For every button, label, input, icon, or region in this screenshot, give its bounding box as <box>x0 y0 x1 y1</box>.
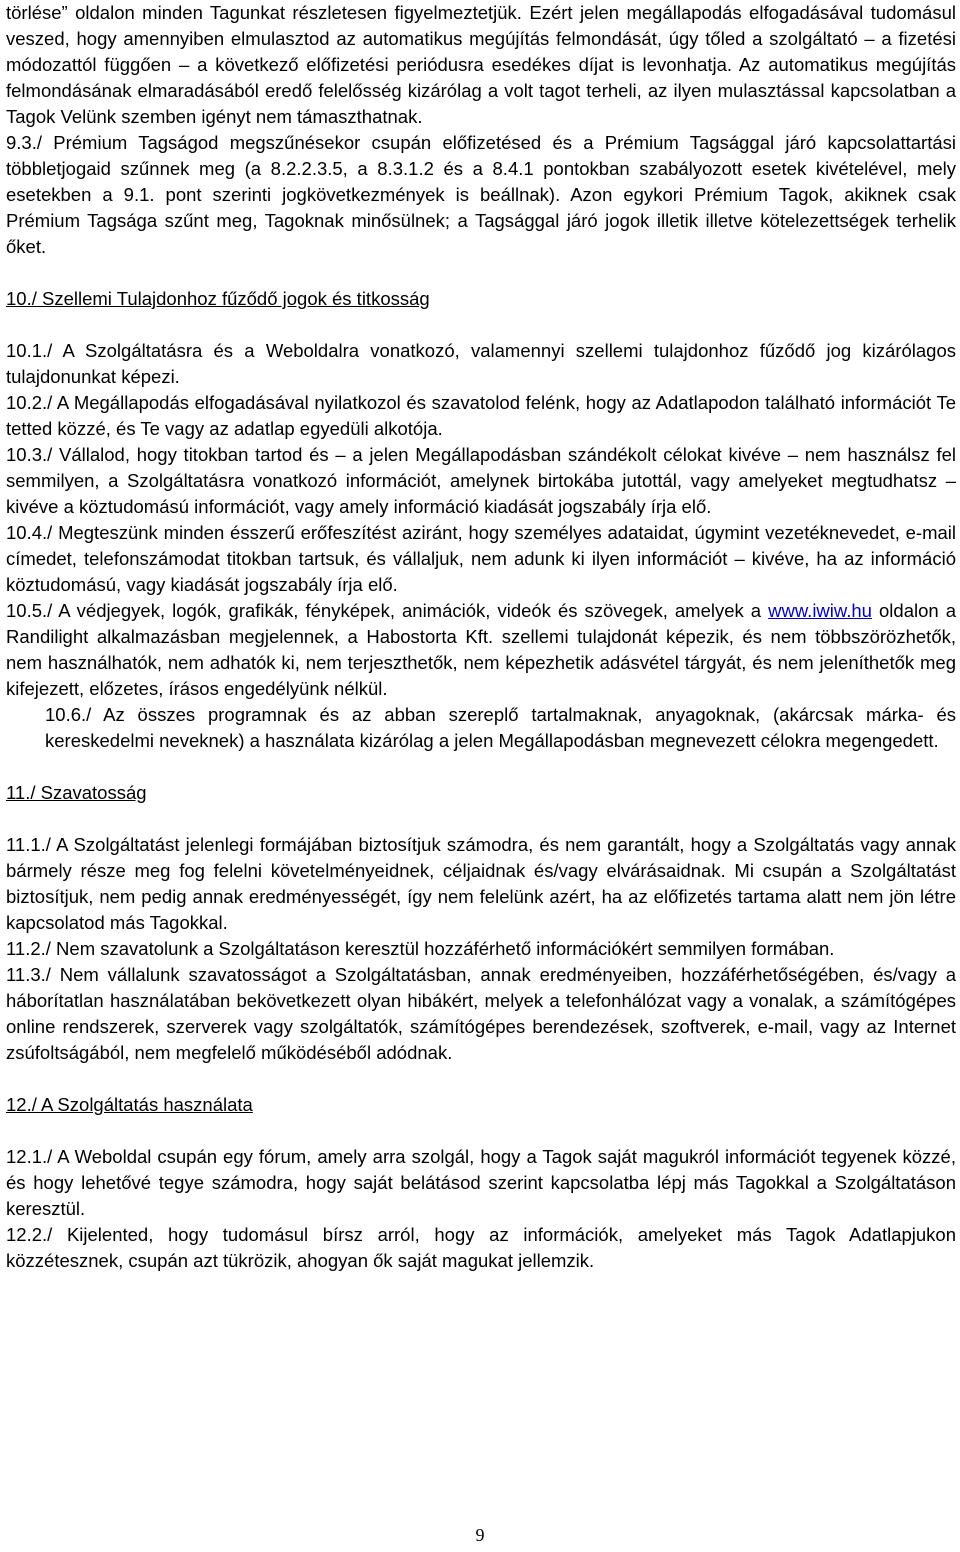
paragraph-10-3: 10.3./ Vállalod, hogy titokban tartod és – a jelen Megállapodásban szándékolt célokat kivéve – nem használsz fel semmilyen, a Szolgáltatásra vonatkozó információt, amelynek birtokába jutottál, vagy amelyeket megtudhatsz – kivéve a köztudomású információt, vagy amely információ kiadását jogszabály írja elő. <box>6 444 956 517</box>
paragraph-10-2: 10.2./ A Megállapodás elfogadásával nyilatkozol és szavatolod felénk, hogy az Adatlapodon található információt Te tetted közzé, és Te vagy az adatlap egyedüli alkotója. <box>6 392 956 439</box>
paragraph-12-2: 12.2./ Kijelented, hogy tudomásul bírsz arról, hogy az információk, amelyeket más Tagok Adatlapjukon közzétesznek, csupán azt tükrözik, ahogyan ők saját magukat jellemzik. <box>6 1224 956 1271</box>
spacer <box>6 1118 956 1144</box>
paragraph-11-3: 11.3./ Nem vállalunk szavatosságot a Szolgáltatásban, annak eredményeiben, hozzáférhetőségében, és/vagy a háborítatlan használatában bekövetkezett olyan hibákért, melyek a telefonhálózat vagy a vonalak, a számítógépes online rendszerek, szerverek vagy szolgáltatók, számítógépes berendezések, szoftverek, e-mail, vagy az Internet zsúfoltságából, nem megfelelő működéséből adódnak. <box>6 964 956 1063</box>
section-heading-10: 10./ Szellemi Tulajdonhoz fűződő jogok és titkosság <box>6 288 430 309</box>
spacer <box>6 1066 956 1092</box>
iwiw-link[interactable]: www.iwiw.hu <box>768 600 872 621</box>
spacer <box>6 754 956 780</box>
paragraph-10-6: 10.6./ Az összes programnak és az abban szereplő tartalmaknak, anyagoknak, (akárcsak márka- és kereskedelmi neveknek) a használata kizárólag a jelen Megállapodásban megnevezett célokra megengedett. <box>45 704 956 751</box>
spacer <box>6 260 956 286</box>
paragraph-10-1: 10.1./ A Szolgáltatásra és a Weboldalra vonatkozó, valamennyi szellemi tulajdonhoz fűződő jog kizárólagos tulajdonunkat képezi. <box>6 340 956 387</box>
paragraph-10-5-before: 10.5./ A védjegyek, logók, grafikák, fényképek, animációk, videók és szövegek, amelyek a <box>6 600 769 621</box>
section-heading-11: 11./ Szavatosság <box>6 782 147 803</box>
paragraph-12-1: 12.1./ A Weboldal csupán egy fórum, amely arra szolgál, hogy a Tagok saját magukról információt tegyenek közzé, és hogy lehetővé tegye számodra, hogy saját belátásod szerint kapcsolatba lépj más Tagokkal a Szolgáltatáson keresztül. <box>6 1146 956 1219</box>
paragraph-11-2: 11.2./ Nem szavatolunk a Szolgáltatáson keresztül hozzáférhető információkért semmilyen formában. <box>6 938 835 959</box>
paragraph-10-5-after: oldalon a Randilight alkalmazásban megjelennek, a Habostorta Kft. szellemi tulajdonát képezik, és nem többszörözhetők, nem használhatók, nem adhatók ki, nem terjeszthetők, nem képezhetik adásvétel tárgyát, és nem jeleníthetők meg kifejezett, előzetes, írásos engedélyünk nélkül. <box>6 600 956 699</box>
paragraph-11-1: 11.1./ A Szolgáltatást jelenlegi formájában biztosítjuk számodra, és nem garantált, hogy a Szolgáltatás vagy annak bármely része meg fog felelni követelményeidnek, céljaidnak és/vagy elvárásaidnak. Mi csupán a Szolgáltatást biztosítjuk, nem pedig annak eredményességét, így nem felelünk azért, ha az előfizetés tartama alatt nem jön létre kapcsolatod más Tagokkal. <box>6 834 956 933</box>
section-heading-12: 12./ A Szolgáltatás használata <box>6 1094 253 1115</box>
paragraph-9-2-continuation: törlése” oldalon minden Tagunkat részletesen figyelmeztetjük. Ezért jelen megállapodás elfogadásával tudomásul veszed, hogy amennyiben elmulasztod az automatikus megújítás felmondását, úgy tőled a szolgáltató – a fizetési módozattól függően – a következő előfizetési periódusra esedékes díjat is levonhatja. Az automatikus megújítás felmondásának elmaradásából eredő felelősség kizárólag a volt tagot terheli, az ilyen mulasztással kapcsolatban a Tagok Velünk szemben igényt nem támaszthatnak. <box>6 2 956 127</box>
paragraph-10-5 <box>6 598 956 702</box>
spacer <box>6 806 956 832</box>
paragraph-10-4: 10.4./ Megteszünk minden ésszerű erőfeszítést aziránt, hogy személyes adataidat, úgymint vezetéknevedet, e-mail címedet, telefonszámodat titokban tartsuk, és vállaljuk, nem adunk ki ilyen információt – kivéve, ha az információ köztudomású, vagy kiadását jogszabály írja elő. <box>6 522 956 595</box>
page-number: 9 <box>475 1525 485 1545</box>
paragraph-9-3: 9.3./ Prémium Tagságod megszűnésekor csupán előfizetésed és a Prémium Tagsággal járó kapcsolattartási többletjogaid szűnnek meg (a 8.2.2.3.5, a 8.3.1.2 és a 8.4.1 pontokban szabályozott esetek kivételével, mely esetekben a 9.1. pont szerinti jogkövetkezmények is beállnak). Azon egykori Prémium Tagok, akiknek csak Prémium Tagsága szűnt meg, Tagoknak minősülnek; a Tagsággal járó jogok illetik illetve kötelezettségek terhelik őket. <box>6 132 956 257</box>
spacer <box>6 312 956 338</box>
